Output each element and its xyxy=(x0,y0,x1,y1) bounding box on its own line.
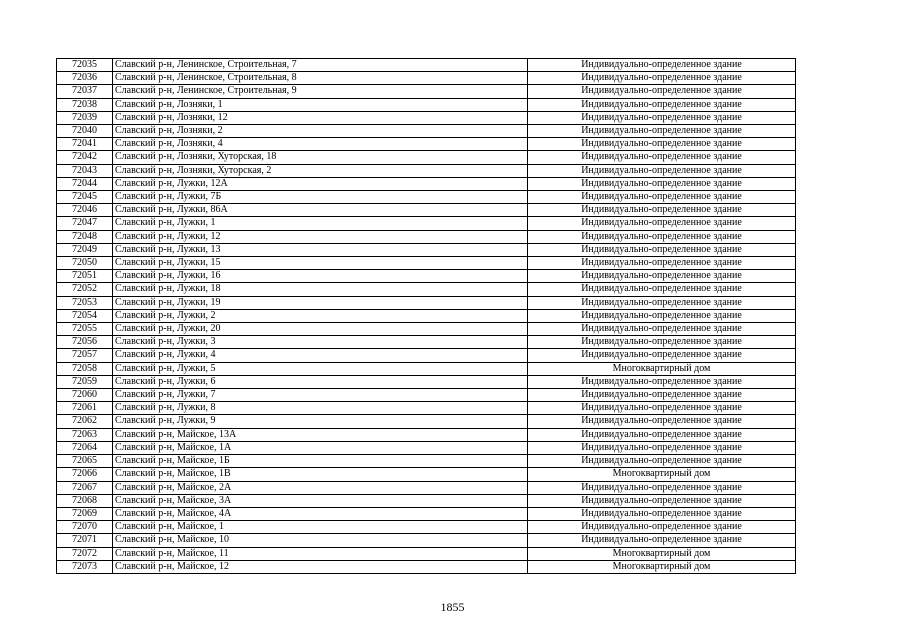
row-building-type-cell: Индивидуально-определенное здание xyxy=(528,481,796,494)
row-id-cell: 72065 xyxy=(57,455,113,468)
row-id-cell: 72061 xyxy=(57,402,113,415)
row-address-cell: Славский р-н, Лужки, 12А xyxy=(113,177,528,190)
row-building-type-cell: Индивидуально-определенное здание xyxy=(528,296,796,309)
table-row xyxy=(57,362,796,375)
table-row xyxy=(57,243,796,256)
row-address-cell: Славский р-н, Лозняки, 1 xyxy=(113,98,528,111)
page-number: 1855 xyxy=(440,600,465,614)
row-address-cell: Славский р-н, Лозняки, 2 xyxy=(113,125,528,138)
row-address-cell: Славский р-н, Лозняки, Хуторская, 2 xyxy=(113,164,528,177)
row-address-cell: Славский р-н, Лужки, 13 xyxy=(113,243,528,256)
row-building-type-cell: Индивидуально-определенное здание xyxy=(528,177,796,190)
row-address-cell: Славский р-н, Майское, 1Б xyxy=(113,455,528,468)
row-address-cell: Славский р-н, Лужки, 6 xyxy=(113,375,528,388)
row-building-type-cell: Индивидуально-определенное здание xyxy=(528,283,796,296)
row-id-cell: 72046 xyxy=(57,204,113,217)
table-row xyxy=(57,402,796,415)
row-building-type-cell: Индивидуально-определенное здание xyxy=(528,428,796,441)
row-id-cell: 72039 xyxy=(57,111,113,124)
row-building-type-cell: Индивидуально-определенное здание xyxy=(528,217,796,230)
row-id-cell: 72062 xyxy=(57,415,113,428)
row-address-cell: Славский р-н, Лозняки, 4 xyxy=(113,138,528,151)
table-row xyxy=(57,98,796,111)
table-row xyxy=(57,336,796,349)
table-row xyxy=(57,270,796,283)
table-row xyxy=(57,309,796,322)
table-row xyxy=(57,481,796,494)
row-id-cell: 72048 xyxy=(57,230,113,243)
row-building-type-cell: Индивидуально-определенное здание xyxy=(528,270,796,283)
row-building-type-cell: Индивидуально-определенное здание xyxy=(528,138,796,151)
row-id-cell: 72053 xyxy=(57,296,113,309)
table-row xyxy=(57,283,796,296)
row-id-cell: 72064 xyxy=(57,441,113,454)
row-id-cell: 72069 xyxy=(57,507,113,520)
row-id-cell: 72036 xyxy=(57,72,113,85)
table-row xyxy=(57,85,796,98)
row-address-cell: Славский р-н, Лужки, 7 xyxy=(113,389,528,402)
row-id-cell: 72057 xyxy=(57,349,113,362)
row-building-type-cell: Индивидуально-определенное здание xyxy=(528,191,796,204)
row-address-cell: Славский р-н, Лужки, 9 xyxy=(113,415,528,428)
row-building-type-cell: Индивидуально-определенное здание xyxy=(528,98,796,111)
table-row xyxy=(57,441,796,454)
table-row xyxy=(57,217,796,230)
row-id-cell: 72035 xyxy=(57,59,113,72)
table-row xyxy=(57,375,796,388)
row-id-cell: 72055 xyxy=(57,323,113,336)
table-row xyxy=(57,428,796,441)
row-id-cell: 72066 xyxy=(57,468,113,481)
row-address-cell: Славский р-н, Лужки, 16 xyxy=(113,270,528,283)
table-row xyxy=(57,494,796,507)
row-address-cell: Славский р-н, Ленинское, Строительная, 8 xyxy=(113,72,528,85)
row-building-type-cell: Индивидуально-определенное здание xyxy=(528,204,796,217)
row-address-cell: Славский р-н, Лужки, 7Б xyxy=(113,191,528,204)
row-building-type-cell: Индивидуально-определенное здание xyxy=(528,125,796,138)
building-register-table xyxy=(56,58,796,574)
table-row xyxy=(57,534,796,547)
row-building-type-cell: Индивидуально-определенное здание xyxy=(528,336,796,349)
row-address-cell: Славский р-н, Майское, 11 xyxy=(113,547,528,560)
row-id-cell: 72047 xyxy=(57,217,113,230)
table-row xyxy=(57,204,796,217)
row-address-cell: Славский р-н, Лозняки, Хуторская, 18 xyxy=(113,151,528,164)
table-row xyxy=(57,151,796,164)
row-building-type-cell: Индивидуально-определенное здание xyxy=(528,59,796,72)
table-row xyxy=(57,507,796,520)
table-row xyxy=(57,230,796,243)
row-id-cell: 72068 xyxy=(57,494,113,507)
table-row xyxy=(57,521,796,534)
row-id-cell: 72059 xyxy=(57,375,113,388)
row-address-cell: Славский р-н, Ленинское, Строительная, 7 xyxy=(113,59,528,72)
table-row xyxy=(57,164,796,177)
row-building-type-cell: Индивидуально-определенное здание xyxy=(528,507,796,520)
table-row xyxy=(57,560,796,573)
row-building-type-cell: Индивидуально-определенное здание xyxy=(528,415,796,428)
row-address-cell: Славский р-н, Лужки, 86А xyxy=(113,204,528,217)
row-building-type-cell: Многоквартирный дом xyxy=(528,547,796,560)
table-row xyxy=(57,323,796,336)
row-building-type-cell: Многоквартирный дом xyxy=(528,560,796,573)
row-address-cell: Славский р-н, Майское, 10 xyxy=(113,534,528,547)
row-building-type-cell: Индивидуально-определенное здание xyxy=(528,441,796,454)
row-building-type-cell: Индивидуально-определенное здание xyxy=(528,164,796,177)
row-address-cell: Славский р-н, Лужки, 2 xyxy=(113,309,528,322)
row-id-cell: 72071 xyxy=(57,534,113,547)
row-address-cell: Славский р-н, Лужки, 3 xyxy=(113,336,528,349)
row-address-cell: Славский р-н, Майское, 2А xyxy=(113,481,528,494)
row-building-type-cell: Индивидуально-определенное здание xyxy=(528,389,796,402)
row-address-cell: Славский р-н, Лужки, 15 xyxy=(113,257,528,270)
table-row xyxy=(57,415,796,428)
row-id-cell: 72063 xyxy=(57,428,113,441)
table-row xyxy=(57,455,796,468)
table-row xyxy=(57,547,796,560)
row-building-type-cell: Индивидуально-определенное здание xyxy=(528,375,796,388)
row-id-cell: 72043 xyxy=(57,164,113,177)
row-building-type-cell: Индивидуально-определенное здание xyxy=(528,494,796,507)
row-building-type-cell: Индивидуально-определенное здание xyxy=(528,230,796,243)
row-id-cell: 72052 xyxy=(57,283,113,296)
row-id-cell: 72045 xyxy=(57,191,113,204)
row-id-cell: 72049 xyxy=(57,243,113,256)
row-building-type-cell: Индивидуально-определенное здание xyxy=(528,243,796,256)
table-row xyxy=(57,177,796,190)
row-address-cell: Славский р-н, Лозняки, 12 xyxy=(113,111,528,124)
row-address-cell: Славский р-н, Майское, 3А xyxy=(113,494,528,507)
register-table-body xyxy=(57,59,796,574)
row-address-cell: Славский р-н, Ленинское, Строительная, 9 xyxy=(113,85,528,98)
row-building-type-cell: Индивидуально-определенное здание xyxy=(528,349,796,362)
row-address-cell: Славский р-н, Лужки, 1 xyxy=(113,217,528,230)
row-building-type-cell: Индивидуально-определенное здание xyxy=(528,455,796,468)
row-address-cell: Славский р-н, Лужки, 5 xyxy=(113,362,528,375)
row-id-cell: 72070 xyxy=(57,521,113,534)
table-row xyxy=(57,125,796,138)
table-row xyxy=(57,72,796,85)
row-address-cell: Славский р-н, Лужки, 18 xyxy=(113,283,528,296)
row-building-type-cell: Многоквартирный дом xyxy=(528,468,796,481)
row-address-cell: Славский р-н, Майское, 13А xyxy=(113,428,528,441)
row-address-cell: Славский р-н, Майское, 1А xyxy=(113,441,528,454)
row-id-cell: 72051 xyxy=(57,270,113,283)
row-address-cell: Славский р-н, Майское, 1 xyxy=(113,521,528,534)
row-building-type-cell: Индивидуально-определенное здание xyxy=(528,151,796,164)
row-id-cell: 72060 xyxy=(57,389,113,402)
row-building-type-cell: Индивидуально-определенное здание xyxy=(528,85,796,98)
row-id-cell: 72040 xyxy=(57,125,113,138)
row-building-type-cell: Индивидуально-определенное здание xyxy=(528,402,796,415)
row-id-cell: 72042 xyxy=(57,151,113,164)
row-id-cell: 72037 xyxy=(57,85,113,98)
row-building-type-cell: Индивидуально-определенное здание xyxy=(528,521,796,534)
row-id-cell: 72067 xyxy=(57,481,113,494)
row-address-cell: Славский р-н, Лужки, 12 xyxy=(113,230,528,243)
table-row xyxy=(57,138,796,151)
row-address-cell: Славский р-н, Лужки, 8 xyxy=(113,402,528,415)
row-id-cell: 72054 xyxy=(57,309,113,322)
row-id-cell: 72056 xyxy=(57,336,113,349)
table-row xyxy=(57,349,796,362)
table-row xyxy=(57,111,796,124)
row-building-type-cell: Индивидуально-определенное здание xyxy=(528,111,796,124)
row-id-cell: 72058 xyxy=(57,362,113,375)
row-building-type-cell: Индивидуально-определенное здание xyxy=(528,257,796,270)
row-id-cell: 72038 xyxy=(57,98,113,111)
row-id-cell: 72073 xyxy=(57,560,113,573)
row-address-cell: Славский р-н, Лужки, 4 xyxy=(113,349,528,362)
row-id-cell: 72050 xyxy=(57,257,113,270)
table-row xyxy=(57,257,796,270)
table-row xyxy=(57,389,796,402)
row-address-cell: Славский р-н, Майское, 4А xyxy=(113,507,528,520)
table-row xyxy=(57,191,796,204)
row-address-cell: Славский р-н, Лужки, 19 xyxy=(113,296,528,309)
row-building-type-cell: Индивидуально-определенное здание xyxy=(528,309,796,322)
row-building-type-cell: Индивидуально-определенное здание xyxy=(528,72,796,85)
row-address-cell: Славский р-н, Майское, 1В xyxy=(113,468,528,481)
row-id-cell: 72044 xyxy=(57,177,113,190)
row-building-type-cell: Индивидуально-определенное здание xyxy=(528,323,796,336)
row-id-cell: 72072 xyxy=(57,547,113,560)
table-row xyxy=(57,59,796,72)
row-building-type-cell: Индивидуально-определенное здание xyxy=(528,534,796,547)
row-building-type-cell: Многоквартирный дом xyxy=(528,362,796,375)
row-id-cell: 72041 xyxy=(57,138,113,151)
table-row xyxy=(57,296,796,309)
table-row xyxy=(57,468,796,481)
row-address-cell: Славский р-н, Майское, 12 xyxy=(113,560,528,573)
row-address-cell: Славский р-н, Лужки, 20 xyxy=(113,323,528,336)
